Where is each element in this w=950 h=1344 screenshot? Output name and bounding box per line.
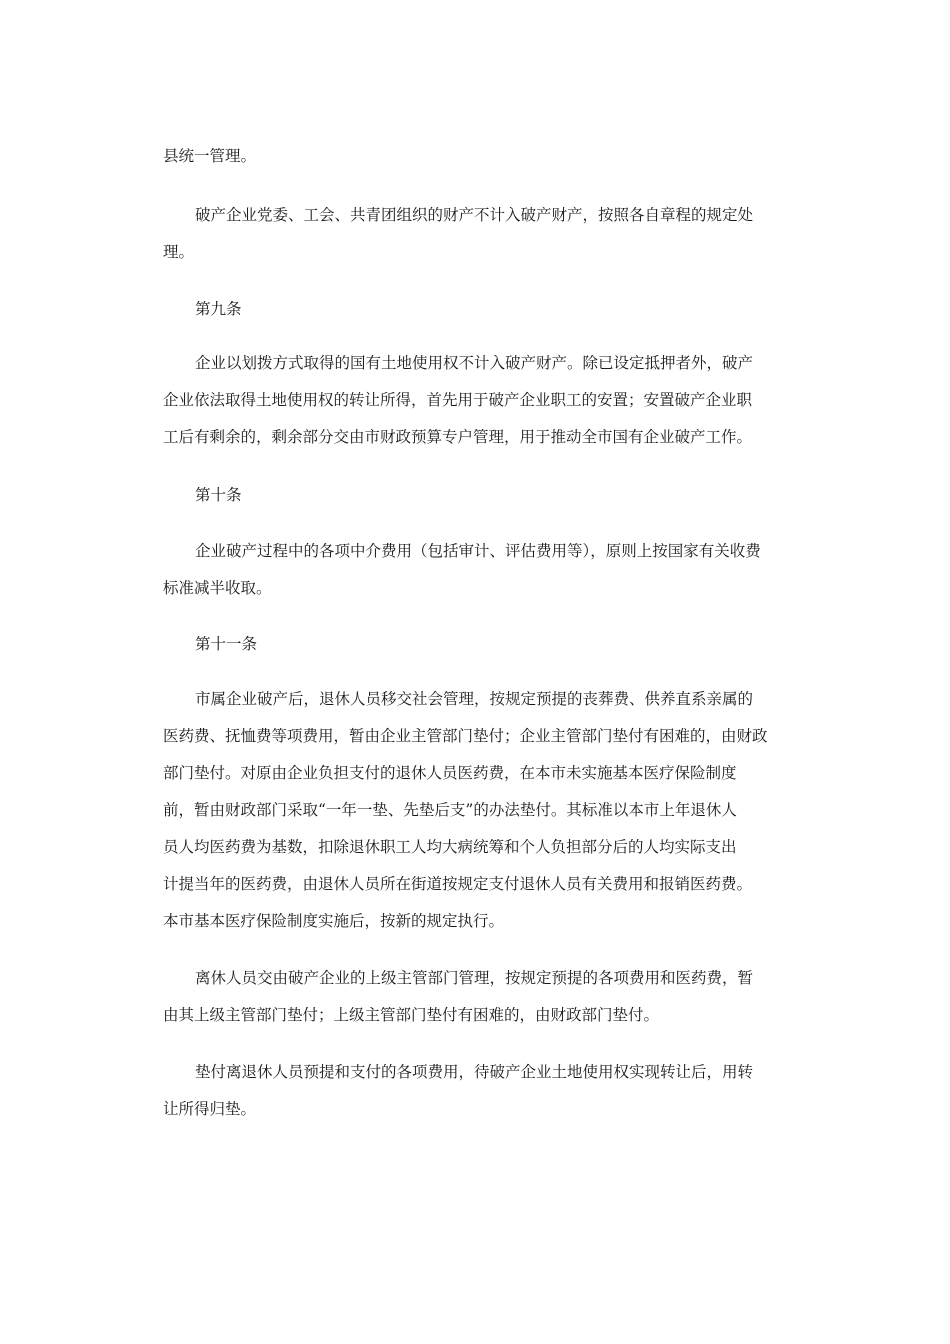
body-text-line: 由其上级主管部门垫付；上级主管部门垫付有困难的，由财政部门垫付。: [163, 1006, 660, 1024]
body-text-line: 员人均医药费为基数，扣除退休职工人均大病统筹和个人负担部分后的人均实际支出: [163, 838, 737, 856]
body-text-line: 医药费、抚恤费等项费用，暂由企业主管部门垫付；企业主管部门垫付有困难的，由财政: [163, 727, 768, 745]
body-text-line: 企业依法取得土地使用权的转让所得，首先用于破产企业职工的安置；安置破产企业职: [163, 391, 753, 409]
body-text-line: 标准减半收取。: [163, 579, 272, 597]
article-heading: 第十条: [195, 486, 242, 504]
body-text-line: 部门垫付。对原由企业负担支付的退休人员医药费，在本市未实施基本医疗保险制度: [163, 764, 737, 782]
body-text-line: 企业以划拨方式取得的国有土地使用权不计入破产财产。除已设定抵押者外，破产: [195, 354, 754, 372]
body-text-line: 本市基本医疗保险制度实施后，按新的规定执行。: [163, 912, 505, 930]
body-text-line: 工后有剩余的，剩余部分交由市财政预算专户管理，用于推动全市国有企业破产工作。: [163, 428, 753, 446]
body-text-line: 离休人员交由破产企业的上级主管部门管理，按规定预提的各项费用和医药费，暂: [195, 969, 754, 987]
body-text-line: 让所得归垫。: [163, 1100, 257, 1118]
body-text-line: 企业破产过程中的各项中介费用（包括审计、评估费用等），原则上按国家有关收费: [195, 542, 761, 560]
body-text-line: 垫付离退休人员预提和支付的各项费用，待破产企业土地使用权实现转让后，用转: [195, 1063, 754, 1081]
body-text-line: 计提当年的医药费，由退休人员所在街道按规定支付退休人员有关费用和报销医药费。: [163, 875, 753, 893]
article-heading: 第十一条: [195, 635, 258, 653]
body-text-line: 前，暂由财政部门采取“一年一垫、先垫后支”的办法垫付。其标准以本市上年退休人: [163, 801, 737, 819]
body-text-line: 理。: [163, 243, 195, 261]
body-text-line: 破产企业党委、工会、共青团组织的财产不计入破产财产，按照各自章程的规定处: [195, 206, 754, 224]
body-text-line: 市属企业破产后，退休人员移交社会管理，按规定预提的丧葬费、供养直系亲属的: [195, 690, 754, 708]
body-text-line: 县统一管理。: [163, 147, 257, 165]
article-heading: 第九条: [195, 300, 242, 318]
